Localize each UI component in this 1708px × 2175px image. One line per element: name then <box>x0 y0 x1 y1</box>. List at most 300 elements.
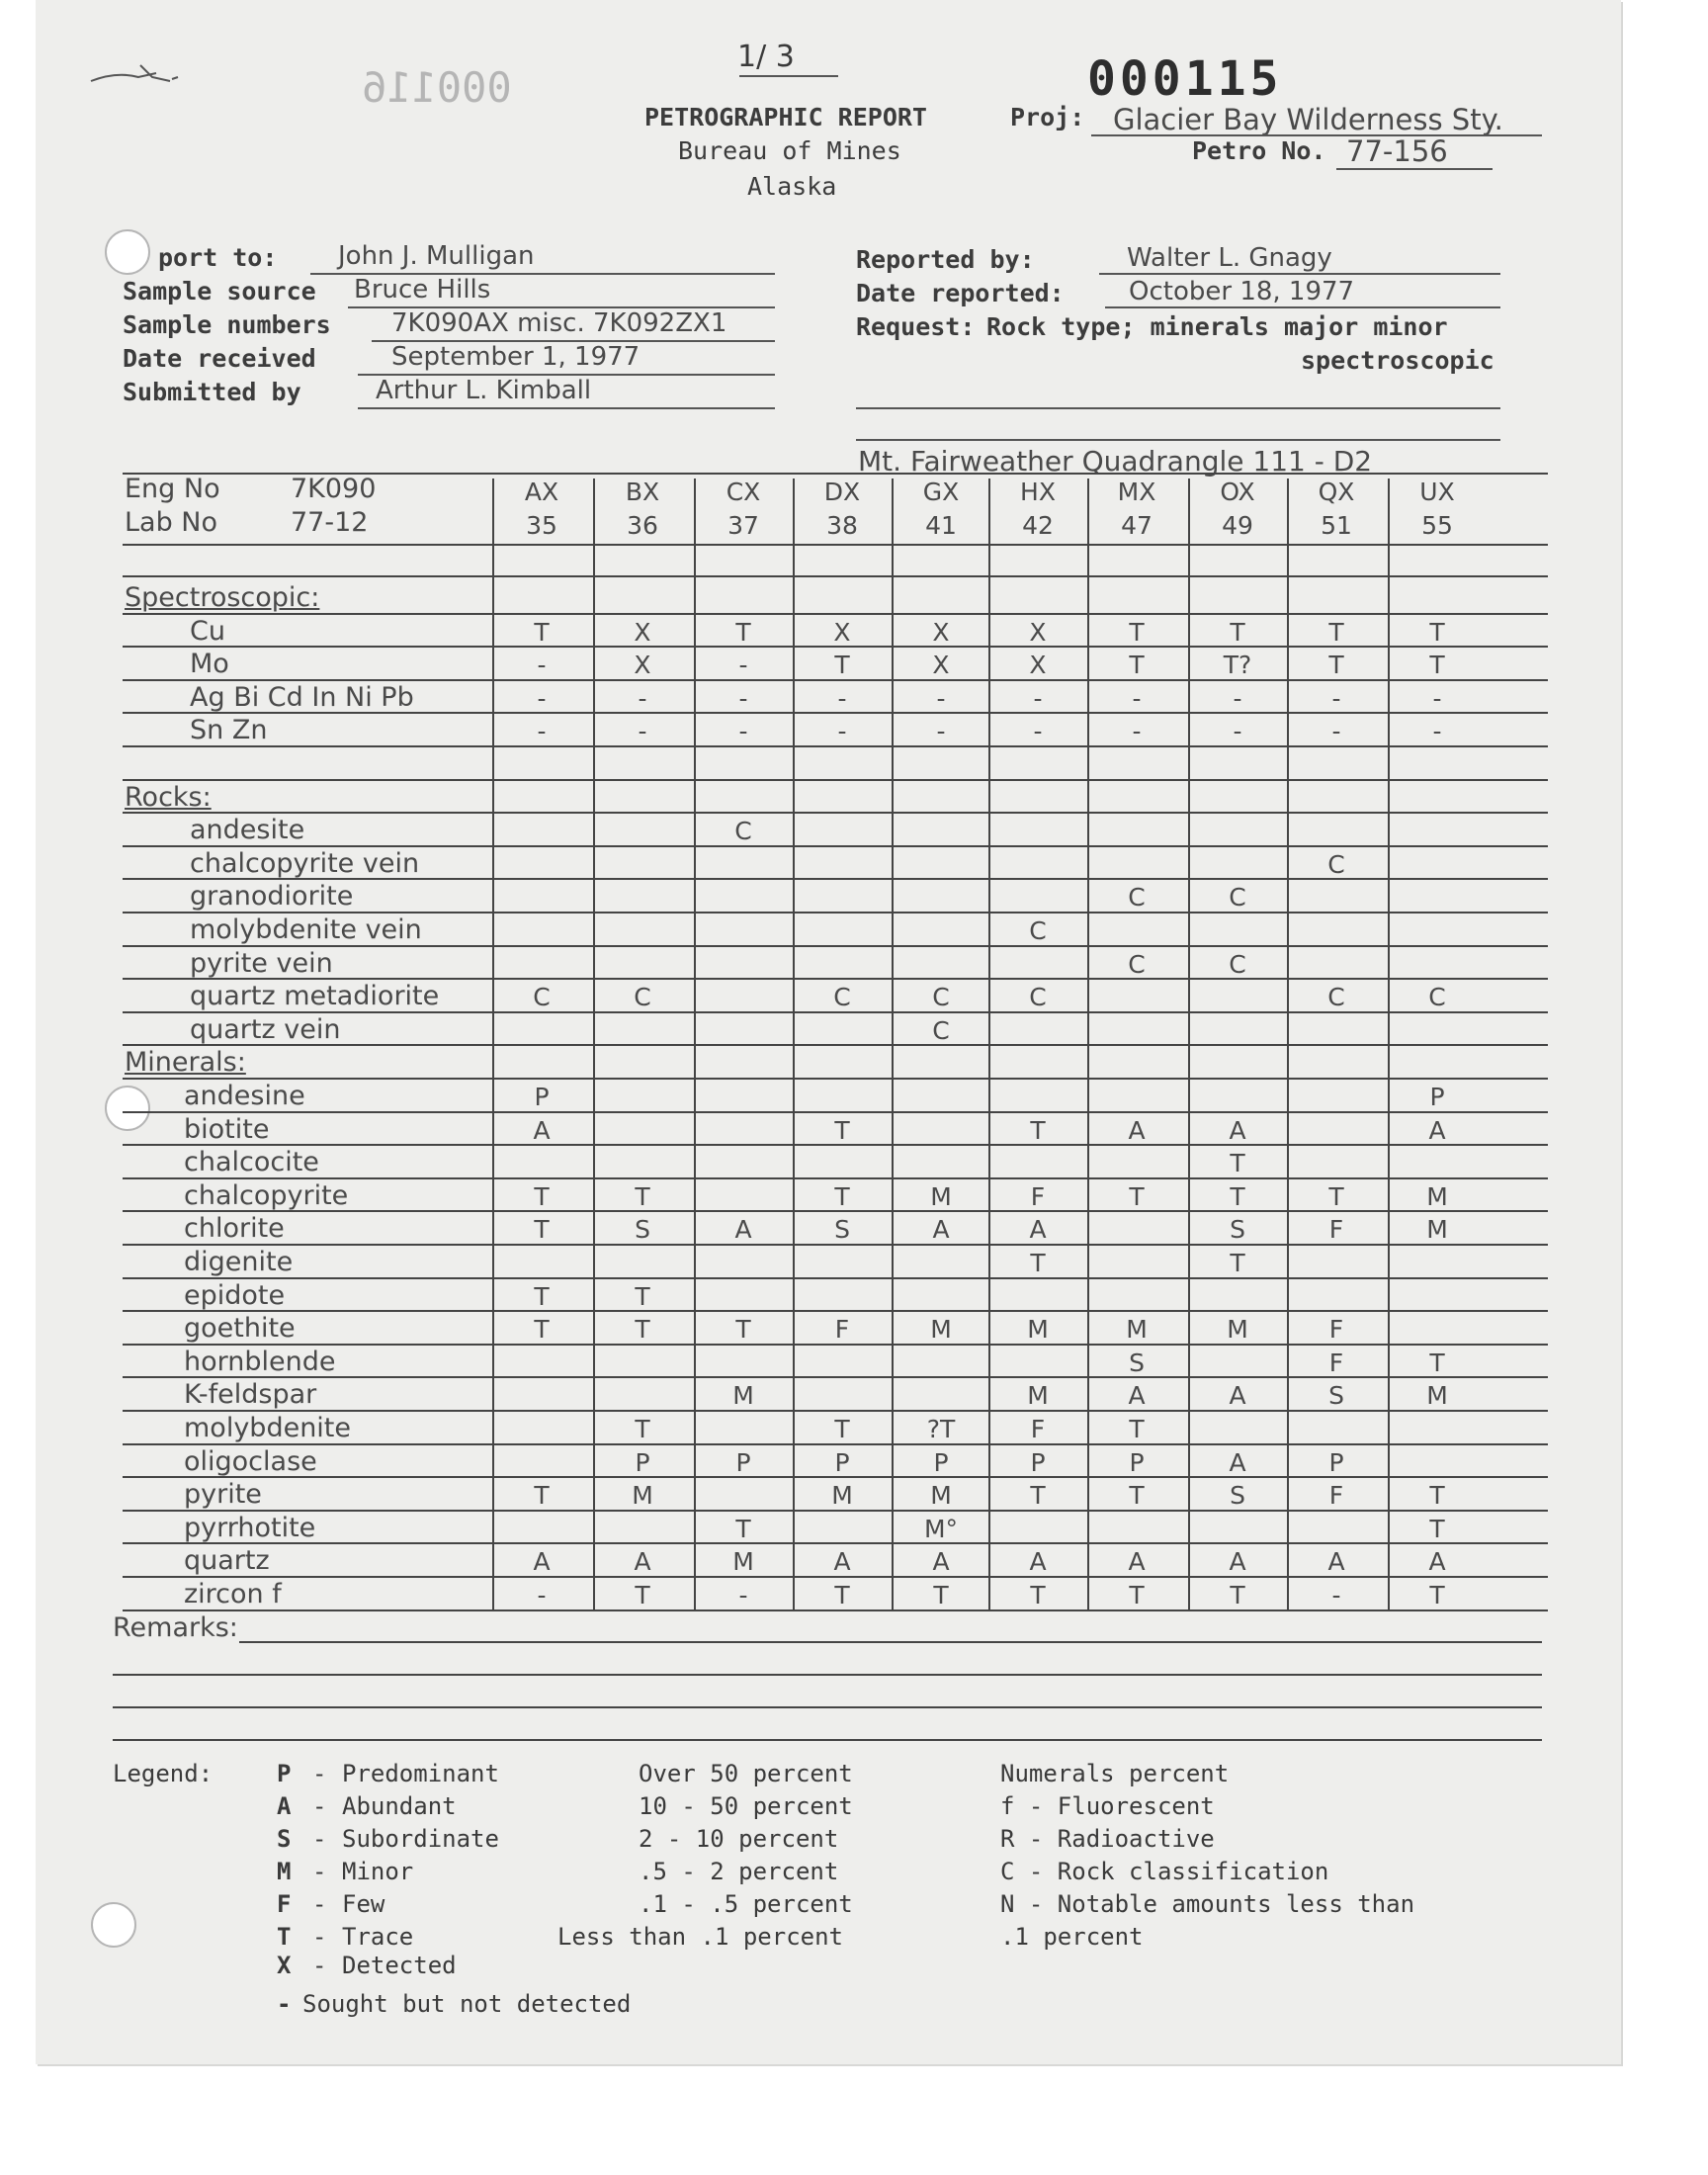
legend-name-2: Subordinate <box>342 1825 499 1853</box>
column-header-ox: OX <box>1220 478 1255 506</box>
field-value-sample-source: Bruce Hills <box>354 275 491 304</box>
lab-number-cx: 37 <box>727 511 759 540</box>
mineral-cell-chlorite-dx: S <box>834 1215 850 1245</box>
mineral-cell-andesine-ux: P <box>1429 1083 1445 1111</box>
mineral-cell-quartz-cx: M <box>732 1547 754 1577</box>
mineral-cell-chlorite-ax: T <box>534 1215 550 1245</box>
mineral-cell-chlorite-ox: S <box>1230 1215 1245 1245</box>
mineral-cell-goethite-mx: M <box>1126 1315 1148 1345</box>
legend-name-4: Few <box>342 1890 385 1918</box>
mineral-cell-pyrite-ox: S <box>1230 1481 1245 1511</box>
spectro-cell-sn-zn-dx: - <box>837 717 847 746</box>
legend-name-0: Predominant <box>342 1760 499 1787</box>
mineral-cell-pyrrhotite-cx: T <box>735 1514 751 1543</box>
mineral-cell-molybdenite-mx: T <box>1129 1415 1145 1443</box>
field-value-submitted-by: Arthur L. Kimball <box>376 376 592 405</box>
column-header-gx: GX <box>922 478 960 506</box>
rock-cell-quartz-metadiorite-ux: C <box>1428 983 1446 1012</box>
mineral-cell-quartz-qx: A <box>1327 1547 1345 1577</box>
mineral-row-label-chalcopyrite: chalcopyrite <box>184 1179 349 1211</box>
rock-cell-quartz-metadiorite-gx: C <box>932 983 950 1012</box>
mineral-cell-pyrite-hx: T <box>1030 1481 1046 1511</box>
spectro-cell-sn-zn-ox: - <box>1233 717 1242 746</box>
legend-code-3: M <box>277 1858 292 1885</box>
mineral-row-label-pyrrhotite: pyrrhotite <box>184 1512 316 1543</box>
mineral-cell-zircon-f-ox: T <box>1230 1581 1245 1610</box>
spectro-cell-ag-bi-cd-in-ni-pb-cx: - <box>738 683 748 713</box>
mineral-cell-biotite-ox: A <box>1229 1115 1246 1145</box>
legend-dash: - <box>312 1858 327 1885</box>
mineral-cell-chalcopyrite-dx: T <box>834 1181 850 1211</box>
row-rule <box>123 1011 1548 1013</box>
legend-note-0: Numerals percent <box>1000 1760 1230 1787</box>
mineral-cell-biotite-dx: T <box>834 1115 850 1145</box>
mineral-cell-k-feldspar-ox: A <box>1229 1381 1246 1411</box>
remarks-line <box>113 1739 1542 1741</box>
legend-range-1: 10 - 50 percent <box>639 1792 853 1820</box>
rock-cell-quartz-vein-gx: C <box>932 1015 950 1045</box>
mineral-cell-zircon-f-cx: - <box>738 1581 748 1610</box>
field-label-report-to: port to: <box>158 243 278 272</box>
spectro-cell-sn-zn-qx: - <box>1331 717 1341 746</box>
row-rule <box>123 1576 1548 1578</box>
petro-value: 77-156 <box>1346 134 1448 168</box>
row-rule <box>123 1443 1548 1445</box>
mineral-cell-pyrrhotite-gx: M° <box>923 1514 959 1543</box>
legend-dash: - <box>312 1760 327 1787</box>
mineral-row-label-andesine: andesine <box>184 1081 305 1111</box>
mineral-cell-digenite-hx: T <box>1030 1249 1046 1277</box>
spectro-cell-sn-zn-bx: - <box>638 717 647 746</box>
spectro-row-label-sn-zn: Sn Zn <box>190 715 268 746</box>
spectro-cell-cu-ux: T <box>1429 617 1445 647</box>
row-rule <box>123 1610 1548 1611</box>
row-rule <box>123 978 1548 980</box>
spectro-cell-mo-gx: X <box>932 651 950 680</box>
legend-dash: - <box>312 1792 327 1820</box>
rock-cell-chalcopyrite-vein-qx: C <box>1327 849 1345 879</box>
row-rule <box>123 812 1548 814</box>
rock-cell-granodiorite-mx: C <box>1128 883 1146 913</box>
mineral-cell-pyrite-ux: T <box>1429 1481 1445 1511</box>
mineral-cell-goethite-qx: F <box>1328 1315 1344 1345</box>
mineral-cell-molybdenite-dx: T <box>834 1415 850 1443</box>
mineral-cell-chalcopyrite-ux: M <box>1426 1181 1448 1211</box>
row-rule <box>123 1542 1548 1544</box>
legend-code-2: S <box>277 1825 292 1853</box>
mineral-cell-chlorite-bx: S <box>635 1215 650 1245</box>
header-rule-1 <box>123 544 1548 546</box>
rock-cell-pyrite-vein-ox: C <box>1229 949 1246 979</box>
document-number: 000115 <box>1087 51 1283 107</box>
row-rule <box>123 1310 1548 1312</box>
page-fraction-underline <box>739 75 838 77</box>
mineral-row-label-zircon-f: zircon f <box>184 1579 282 1610</box>
mineral-row-label-k-feldspar: K-feldspar <box>184 1379 317 1411</box>
mineral-cell-molybdenite-hx: F <box>1030 1415 1046 1443</box>
legend-note-4: N - Notable amounts less than <box>1000 1890 1415 1918</box>
mineral-row-label-goethite: goethite <box>184 1313 296 1345</box>
petro-label: Petro No. <box>1192 136 1326 165</box>
mineral-cell-chalcopyrite-mx: T <box>1129 1181 1145 1211</box>
row-rule <box>123 1344 1548 1346</box>
mineral-cell-oligoclase-mx: P <box>1129 1447 1145 1477</box>
legend-range-0: Over 50 percent <box>639 1760 853 1787</box>
column-divider <box>793 478 795 1610</box>
rock-cell-granodiorite-ox: C <box>1229 883 1246 913</box>
legend-code-4: F <box>277 1890 292 1918</box>
spectro-cell-sn-zn-mx: - <box>1132 717 1142 746</box>
spectro-cell-sn-zn-hx: - <box>1033 717 1043 746</box>
mineral-cell-pyrite-qx: F <box>1328 1481 1344 1511</box>
rock-row-label-granodiorite: granodiorite <box>190 881 354 913</box>
mineral-cell-quartz-mx: A <box>1128 1547 1146 1577</box>
mineral-row-label-molybdenite: molybdenite <box>184 1413 352 1443</box>
rock-cell-quartz-metadiorite-bx: C <box>634 983 651 1012</box>
row-rule <box>123 1244 1548 1246</box>
mineral-cell-zircon-f-ax: - <box>537 1581 547 1610</box>
mineral-cell-pyrite-ax: T <box>534 1481 550 1511</box>
spectro-cell-mo-mx: T <box>1129 651 1145 680</box>
rock-cell-quartz-metadiorite-hx: C <box>1029 983 1047 1012</box>
column-divider <box>492 478 494 1610</box>
spectro-row-label-cu: Cu <box>190 615 225 647</box>
row-rule <box>123 745 1548 747</box>
column-divider <box>988 478 990 1610</box>
row-rule <box>123 1410 1548 1412</box>
spectro-cell-mo-qx: T <box>1328 651 1344 680</box>
rock-row-label-quartz-metadiorite: quartz metadiorite <box>190 981 440 1012</box>
mineral-cell-goethite-dx: F <box>834 1315 850 1345</box>
row-rule <box>123 712 1548 714</box>
mineral-cell-andesine-ax: P <box>534 1083 550 1111</box>
column-header-hx: HX <box>1020 478 1056 506</box>
section-rocks-heading: Rocks: <box>125 781 212 813</box>
mineral-cell-quartz-ax: A <box>533 1547 551 1577</box>
spectro-cell-cu-cx: T <box>735 617 751 647</box>
mineral-cell-epidote-ax: T <box>534 1281 550 1311</box>
spectro-cell-cu-ox: T <box>1230 617 1245 647</box>
spectro-cell-ag-bi-cd-in-ni-pb-ux: - <box>1432 683 1442 713</box>
spectro-cell-sn-zn-ax: - <box>537 717 547 746</box>
lab-number-mx: 47 <box>1121 511 1153 540</box>
spectro-cell-cu-ax: T <box>534 617 550 647</box>
mineral-row-label-digenite: digenite <box>184 1247 294 1277</box>
column-header-bx: BX <box>625 478 660 506</box>
rock-cell-quartz-metadiorite-dx: C <box>833 983 851 1012</box>
mineral-cell-biotite-ux: A <box>1428 1115 1446 1145</box>
remarks-line <box>113 1706 1542 1708</box>
request-blank-line-1 <box>856 407 1500 409</box>
header-rule-2 <box>123 575 1548 577</box>
section-spectroscopic-heading: Spectroscopic: <box>125 582 320 613</box>
field-label-submitted-by: Submitted by <box>123 378 301 406</box>
eng-no-label: Eng No <box>125 474 220 504</box>
column-header-qx: QX <box>1318 478 1355 506</box>
rock-cell-quartz-metadiorite-ax: C <box>533 983 551 1012</box>
row-rule <box>123 779 1548 781</box>
spectro-cell-sn-zn-cx: - <box>738 717 748 746</box>
mineral-cell-biotite-mx: A <box>1128 1115 1146 1145</box>
mineral-cell-goethite-hx: M <box>1027 1315 1049 1345</box>
lab-no-value: 77-12 <box>291 507 369 538</box>
request-label: Request: <box>856 312 976 341</box>
mineral-cell-oligoclase-hx: P <box>1030 1447 1046 1477</box>
column-divider <box>1087 478 1089 1610</box>
legend-title: Legend: <box>113 1760 214 1787</box>
lab-no-label: Lab No <box>125 507 218 538</box>
legend-dash: - <box>312 1825 327 1853</box>
lab-number-bx: 36 <box>627 511 658 540</box>
mineral-cell-hornblende-mx: S <box>1129 1348 1145 1377</box>
row-rule <box>123 845 1548 847</box>
mineral-cell-zircon-f-dx: T <box>834 1581 850 1610</box>
column-divider <box>1388 478 1390 1610</box>
spectro-cell-sn-zn-ux: - <box>1432 717 1442 746</box>
spectro-cell-mo-ox: T? <box>1223 651 1252 680</box>
mineral-cell-pyrite-dx: M <box>831 1481 853 1511</box>
reported-by-label: Reported by: <box>856 245 1035 274</box>
mineral-cell-oligoclase-qx: P <box>1328 1447 1344 1477</box>
spectro-cell-sn-zn-gx: - <box>936 717 946 746</box>
mineral-cell-k-feldspar-hx: M <box>1027 1381 1049 1411</box>
column-header-mx: MX <box>1117 478 1156 506</box>
eng-no-value: 7K090 <box>291 474 377 504</box>
field-label-sample-source: Sample source <box>123 277 316 305</box>
mineral-cell-chalcocite-ox: T <box>1230 1149 1245 1178</box>
mineral-cell-pyrrhotite-ux: T <box>1429 1514 1445 1543</box>
row-rule <box>123 1078 1548 1080</box>
lab-number-qx: 51 <box>1321 511 1352 540</box>
request-line-1: Rock type; minerals major minor <box>986 312 1448 341</box>
report-sheet <box>36 0 1621 2064</box>
column-header-dx: DX <box>823 478 861 506</box>
date-reported-label: Date reported: <box>856 279 1065 307</box>
mineral-row-label-quartz: quartz <box>184 1545 270 1577</box>
mineral-row-label-pyrite: pyrite <box>184 1479 262 1511</box>
mineral-cell-epidote-bx: T <box>635 1281 650 1311</box>
field-label-date-received: Date received <box>123 344 316 373</box>
rock-cell-molybdenite-vein-hx: C <box>1029 916 1047 945</box>
spectro-cell-mo-dx: T <box>834 651 850 680</box>
row-rule <box>123 1476 1548 1478</box>
column-header-cx: CX <box>726 478 761 506</box>
spectro-cell-ag-bi-cd-in-ni-pb-dx: - <box>837 683 847 713</box>
rock-row-label-molybdenite-vein: molybdenite vein <box>190 914 422 945</box>
legend-note-1: f - Fluorescent <box>1000 1792 1215 1820</box>
mineral-cell-chalcopyrite-ax: T <box>534 1181 550 1211</box>
spectro-cell-cu-gx: X <box>932 617 950 647</box>
pen-scribble-mark <box>87 57 196 97</box>
rock-cell-pyrite-vein-mx: C <box>1128 949 1146 979</box>
mineral-cell-oligoclase-bx: P <box>635 1447 650 1477</box>
mineral-cell-zircon-f-bx: T <box>635 1581 650 1610</box>
spectro-cell-ag-bi-cd-in-ni-pb-mx: - <box>1132 683 1142 713</box>
row-rule <box>123 1376 1548 1378</box>
mineral-cell-chlorite-hx: A <box>1029 1215 1047 1245</box>
spectro-cell-ag-bi-cd-in-ni-pb-hx: - <box>1033 683 1043 713</box>
mineral-cell-digenite-ox: T <box>1230 1249 1245 1277</box>
reported-by-value: Walter L. Gnagy <box>1127 243 1332 273</box>
mineral-cell-quartz-ox: A <box>1229 1547 1246 1577</box>
column-divider <box>593 478 595 1610</box>
mineral-cell-chalcopyrite-gx: M <box>930 1181 952 1211</box>
spectro-row-label-mo: Mo <box>190 649 229 680</box>
rock-cell-andesite-cx: C <box>734 817 752 846</box>
mineral-row-label-hornblende: hornblende <box>184 1346 336 1377</box>
mineral-cell-pyrite-bx: M <box>632 1481 653 1511</box>
mineral-cell-oligoclase-ox: A <box>1229 1447 1246 1477</box>
rock-row-label-andesite: andesite <box>190 815 305 846</box>
legend-range-2: 2 - 10 percent <box>639 1825 839 1853</box>
punch-hole-bottom <box>91 1902 136 1948</box>
spectro-cell-cu-hx: X <box>1029 617 1047 647</box>
mineral-cell-chalcopyrite-bx: T <box>635 1181 650 1211</box>
page-fraction: 1/ 3 <box>737 40 795 74</box>
column-header-ax: AX <box>524 478 559 506</box>
mineral-cell-chalcopyrite-qx: T <box>1328 1181 1344 1211</box>
legend-code-6: X <box>277 1952 292 1979</box>
mineral-cell-k-feldspar-qx: S <box>1328 1381 1344 1411</box>
rock-row-label-quartz-vein: quartz vein <box>190 1013 341 1045</box>
mineral-cell-chlorite-cx: A <box>734 1215 752 1245</box>
lab-number-ax: 35 <box>526 511 557 540</box>
mineral-cell-oligoclase-cx: P <box>735 1447 751 1477</box>
row-rule <box>123 1210 1548 1212</box>
mineral-cell-quartz-bx: A <box>634 1547 651 1577</box>
mineral-row-label-epidote: epidote <box>184 1279 286 1311</box>
row-rule <box>123 1510 1548 1512</box>
report-title: PETROGRAPHIC REPORT <box>644 103 927 131</box>
legend-name-5: Trace <box>342 1923 414 1951</box>
project-value: Glacier Bay Wilderness Sty. <box>1113 103 1503 136</box>
spectro-cell-mo-ax: - <box>537 651 547 680</box>
field-label-sample-numbers: Sample numbers <box>123 310 331 339</box>
legend-note-3: C - Rock classification <box>1000 1858 1329 1885</box>
punch-hole-middle <box>105 1086 150 1131</box>
row-rule <box>123 912 1548 914</box>
remarks-heading: Remarks: <box>113 1612 238 1643</box>
mineral-row-label-biotite: biotite <box>184 1113 270 1145</box>
mineral-cell-goethite-bx: T <box>635 1315 650 1345</box>
mineral-cell-quartz-ux: A <box>1428 1547 1446 1577</box>
row-rule <box>123 613 1548 615</box>
mineral-cell-chlorite-qx: F <box>1328 1215 1344 1245</box>
row-rule <box>123 1144 1548 1146</box>
lab-number-dx: 38 <box>826 511 858 540</box>
legend-dash: - <box>312 1923 327 1951</box>
spectro-cell-cu-mx: T <box>1129 617 1145 647</box>
mineral-cell-oligoclase-dx: P <box>834 1447 850 1477</box>
reported-by-underline <box>1099 273 1500 275</box>
row-rule <box>123 1177 1548 1179</box>
mineral-row-label-chalcocite: chalcocite <box>184 1147 319 1178</box>
date-reported-value: October 18, 1977 <box>1129 277 1355 306</box>
mineral-cell-zircon-f-mx: T <box>1129 1581 1145 1610</box>
legend-note-5: .1 percent <box>1000 1923 1144 1951</box>
spectro-cell-cu-qx: T <box>1328 617 1344 647</box>
row-rule <box>123 945 1548 947</box>
date-reported-underline <box>1105 306 1500 308</box>
row-rule <box>123 679 1548 681</box>
mineral-cell-goethite-ax: T <box>534 1315 550 1345</box>
petro-underline <box>1336 168 1493 170</box>
mineral-cell-goethite-cx: T <box>735 1315 751 1345</box>
spectro-cell-mo-bx: X <box>634 651 651 680</box>
request-blank-line-2 <box>856 439 1500 441</box>
report-agency: Bureau of Mines <box>678 136 901 165</box>
request-line-2: spectroscopic <box>1301 346 1494 375</box>
mineral-cell-biotite-ax: A <box>533 1115 551 1145</box>
mineral-cell-pyrite-mx: T <box>1129 1481 1145 1511</box>
section-minerals-heading: Minerals: <box>125 1047 246 1079</box>
mineral-cell-hornblende-ux: T <box>1429 1348 1445 1377</box>
field-value-report-to: John J. Mulligan <box>338 241 535 271</box>
mineral-cell-goethite-gx: M <box>930 1315 952 1345</box>
legend-code-1: A <box>277 1792 292 1820</box>
mineral-cell-chalcopyrite-ox: T <box>1230 1181 1245 1211</box>
mineral-cell-k-feldspar-mx: A <box>1128 1381 1146 1411</box>
legend-name-3: Minor <box>342 1858 414 1885</box>
mineral-row-label-oligoclase: oligoclase <box>184 1445 317 1477</box>
rock-row-label-chalcopyrite-vein: chalcopyrite vein <box>190 847 420 879</box>
lab-number-ox: 49 <box>1222 511 1253 540</box>
table-top-border <box>123 473 1548 475</box>
quadrangle-label: Mt. Fairweather Quadrangle 111 - D2 <box>858 445 1373 478</box>
row-rule <box>123 878 1548 880</box>
mineral-cell-molybdenite-bx: T <box>635 1415 650 1443</box>
mineral-cell-molybdenite-gx: ?T <box>926 1415 956 1443</box>
legend-dash: - <box>312 1890 327 1918</box>
field-underline-submitted-by <box>358 407 775 409</box>
legend-name-1: Abundant <box>342 1792 457 1820</box>
mineral-cell-quartz-gx: A <box>932 1547 950 1577</box>
report-region: Alaska <box>747 172 837 201</box>
spectro-cell-ag-bi-cd-in-ni-pb-ax: - <box>537 683 547 713</box>
legend-note-2: R - Radioactive <box>1000 1825 1215 1853</box>
spectro-cell-ag-bi-cd-in-ni-pb-qx: - <box>1331 683 1341 713</box>
column-divider <box>1287 478 1289 1610</box>
mineral-cell-chalcopyrite-hx: F <box>1030 1181 1046 1211</box>
row-rule <box>123 646 1548 648</box>
mineral-cell-pyrite-gx: M <box>930 1481 952 1511</box>
mineral-cell-oligoclase-gx: P <box>933 1447 949 1477</box>
row-rule <box>123 1111 1548 1113</box>
mineral-cell-zircon-f-ux: T <box>1429 1581 1445 1610</box>
rock-row-label-pyrite-vein: pyrite vein <box>190 947 333 979</box>
mineral-cell-quartz-dx: A <box>833 1547 851 1577</box>
mineral-cell-chlorite-gx: A <box>932 1215 950 1245</box>
legend-code-5: T <box>277 1923 292 1951</box>
spectro-cell-mo-hx: X <box>1029 651 1047 680</box>
mineral-cell-k-feldspar-cx: M <box>732 1381 754 1411</box>
mineral-cell-chlorite-ux: M <box>1426 1215 1448 1245</box>
rock-cell-quartz-metadiorite-qx: C <box>1327 983 1345 1012</box>
lab-number-ux: 55 <box>1421 511 1453 540</box>
mirrored-stamp-number: 000116 <box>362 63 512 112</box>
spectro-cell-cu-bx: X <box>634 617 651 647</box>
column-divider <box>892 478 894 1610</box>
mineral-cell-hornblende-qx: F <box>1328 1348 1344 1377</box>
column-divider <box>1188 478 1190 1610</box>
mineral-cell-biotite-hx: T <box>1030 1115 1046 1145</box>
spectro-row-label-ag-bi-cd-in-ni-pb: Ag Bi Cd In Ni Pb <box>190 681 414 713</box>
legend-name-6: Detected <box>342 1952 457 1979</box>
remarks-line <box>239 1641 1542 1643</box>
mineral-cell-goethite-ox: M <box>1227 1315 1248 1345</box>
mineral-cell-zircon-f-hx: T <box>1030 1581 1046 1610</box>
spectro-cell-mo-cx: - <box>738 651 748 680</box>
